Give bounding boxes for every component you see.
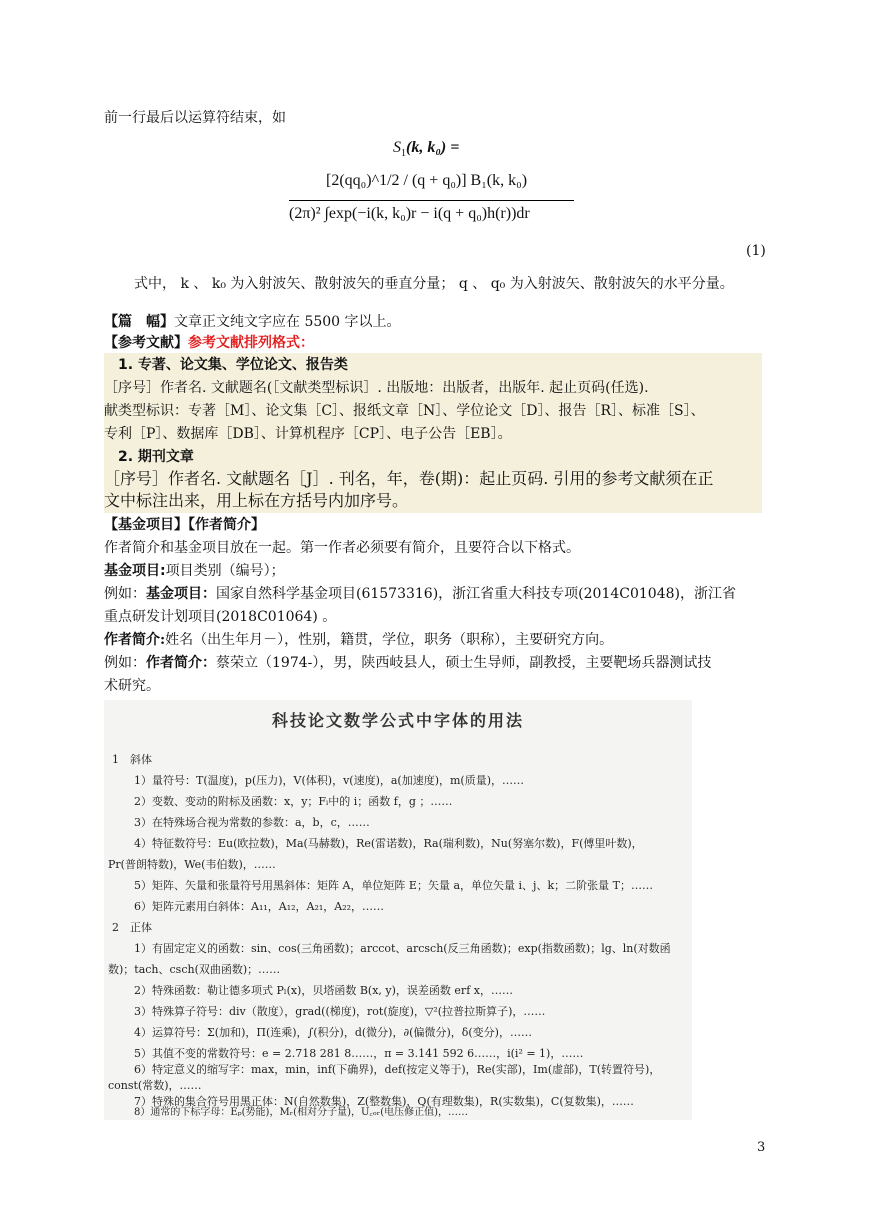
refs-sub1-line1: ［序号］作者名. 文献题名(［文献类型标识］. 出版地：出版者，出版年. 起止页码(任选). [104,380,649,396]
scan-line: Pr(普朗特数)，We(韦伯数)，…… [108,858,276,871]
scanned-formula-guide-image [104,700,692,1120]
fund-example: 例如：基金项目：国家自然科学基金项目(61573316)，浙江省重大科技专项(2014C01048)，浙江省 [104,586,736,602]
refs-title: 参考文献排列格式： [188,335,314,351]
formula-lhs: $S_1(k$, k₀) = [393,139,460,160]
refs-heading [104,333,314,353]
scan-line: const(常数)，…… [108,1079,202,1092]
page-number: 3 [757,1140,766,1155]
fund-heading: 【基金项目】【作者简介】 [104,517,265,533]
scan-line: 4）特征数符号：Eu(欧拉数)，Ma(马赫数)，Re(雷诺数)，Ra(瑞利数)，Nu(努塞尔数)，F(傅里叶数)， [134,837,643,850]
scan-line: 1）量符号：T(温度)，p(压力)，V(体积)，v(速度)，a(加速度)，m(质量)，…… [134,774,525,787]
fund-format-text: 项目类别（编号）； [165,563,285,579]
refs-sub2-title: 2. 期刊文章 [118,449,194,465]
equation-number: (1) [746,243,766,259]
author-example-cont: 术研究。 [104,678,160,694]
scan-line: 3）在特殊场合视为常数的参数：a，b，c，…… [134,816,370,829]
author-example: 例如：作者简介：蔡荣立（1974-），男，陕西岐县人，硕士生导师，副教授，主要靶场兵器测试技 [104,655,712,671]
refs-sub1-line2: 献类型标识：专著［M］、论文集［C］、报纸文章［N］、学位论文［D］、报告［R］、标准［S］、 [104,403,705,419]
scan-line: 6）特定意义的缩写字：max，min，inf(下确界)，def(按定义等于)，Re(实部)，Im(虚部)，T(转置符号)， [134,1063,661,1076]
refs-sub2-line2: 文中标注出来，用上标在方括号内加序号。 [104,491,409,510]
scan-title: 科技论文数学公式中字体的用法 [271,711,524,730]
scan-line: 6）矩阵元素用白斜体：A₁₁，A₁₂，A₂₁，A₂₂，…… [134,900,385,913]
scan-line: 1）有固定定义的函数：sin、cos(三角函数)；arccot、arcsch(反三角函数)；exp(指数函数)；lg、ln(对数函 [134,942,671,955]
refs-sub1-line3: 专利［P］、数据库［DB］、计算机程序［CP］、电子公告［EB］。 [104,426,512,442]
author-format [104,630,613,650]
formula-denominator: (2π)² ∫exp(−i(k, k₀)r − i(q + q₀)h(r))dr [289,205,530,222]
author-format-label: 作者简介: [104,632,166,648]
scan-line: 1 斜体 [112,753,152,766]
scan-line: 7）特殊的集合符号用黑正体：N(自然数集)，Z(整数集)，Q(有理数集)，R(实数集)，C(复数集)，…… [134,1095,634,1108]
fund-example-cont: 重点研发计划项目(2018C01064) 。 [104,609,337,625]
fund-format-label: 基金项目: [104,563,166,579]
length-label: 【篇 幅】 [104,314,174,330]
author-format-text: 姓名（出生年月－），性别，籍贯，学位，职务（职称），主要研究方向。 [165,632,614,648]
refs-sub1-title: 1. 专著、论文集、学位论文、报告类 [118,357,348,373]
fund-line1: 作者简介和基金项目放在一起。第一作者必须要有简介，且要符合以下格式。 [104,540,580,556]
scan-line: 2）变数、变动的附标及函数：x，y；Fᵢ中的 i；函数 f，g ；…… [134,795,453,808]
formula-numerator: [2(qq₀)^1/2 / (q + q₀)] B₁(k, k₀) [326,172,528,189]
intro-line: 前一行最后以运算符结束，如 [104,110,286,126]
length-section [104,312,401,332]
scan-line: 数)；tach、csch(双曲函数)；…… [108,963,281,976]
fund-format [104,561,285,581]
scan-line: 5）其值不变的常数符号：e = 2.718 281 8……，π = 3.141 592 6……，i(i² = 1)，…… [134,1047,584,1060]
scan-line: 5）矩阵、矢量和张量符号用黑斜体：矩阵 A，单位矩阵 E；矢量 a，单位矢量 i、j、k；二阶张量 T；…… [134,879,653,892]
scan-line: 4）运算符号：Σ(加和)，Π(连乘)，∫(积分)，d(微分)，∂(偏微分)，δ(变分)，…… [134,1026,532,1039]
refs-label: 【参考文献】 [104,335,188,351]
scan-line: 2 正体 [112,921,152,934]
formula-explanation: 式中， k 、 k₀ 为入射波矢、散射波矢的垂直分量； q 、 q₀ 为入射波矢、散射波矢的水平分量。 [134,276,734,292]
scan-line: 2）特殊函数：勒让德多项式 Pₗ(x)，贝塔函数 B(x, y)，误差函数 erf x，…… [134,984,513,997]
refs-sub2-line1: ［序号］作者名. 文献题名［J］. 刊名，年，卷(期)：起止页码. 引用的参考文献须在正 [104,469,714,488]
fraction-bar [289,200,574,201]
scan-line: 3）特殊算子符号：div（散度），grad((梯度)，rot(旋度)，▽²(拉普拉斯算子)，…… [134,1005,546,1018]
scan-line: 8）通常的下标字母：Eₚ(势能)，Mᵣ(相对分子量)，U꜀ₒᵣ(电压修正值)，…… [134,1107,468,1118]
formula-lhs-args: (k, k₀) = [406,139,460,156]
length-text: 文章正文纯文字应在 5500 字以上。 [174,314,401,330]
